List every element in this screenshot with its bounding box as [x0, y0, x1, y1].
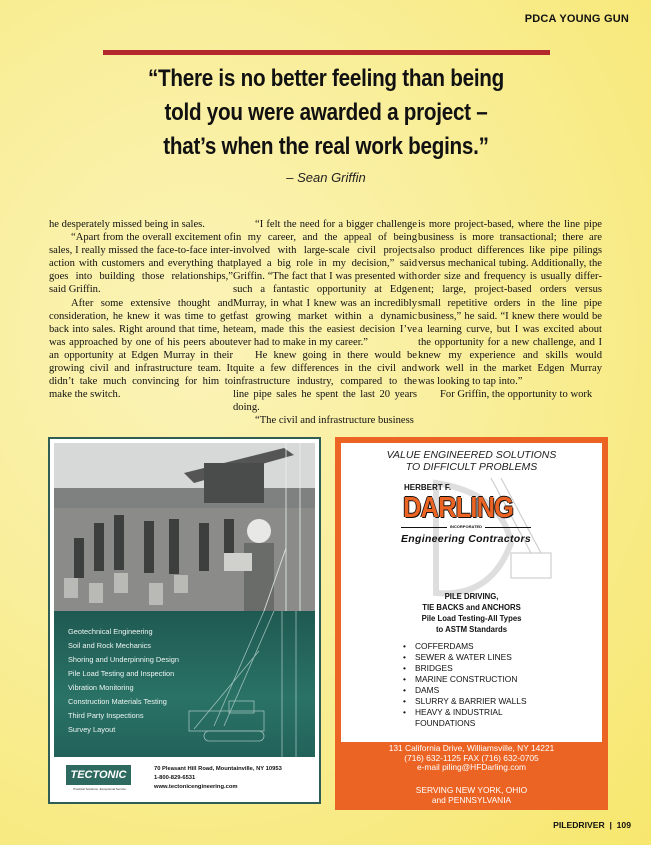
service-item: Shoring and Underpinning Design — [68, 655, 179, 664]
paragraph: “The civil and infrastructure business — [255, 415, 414, 427]
service-line: Pile Load Testing-All Types — [421, 613, 522, 623]
page-folio: PILEDRIVER | 109 — [553, 820, 631, 830]
service-item: Vibration Monitoring — [68, 683, 134, 692]
inc-label: INCORPORATED — [447, 524, 485, 529]
service-line: to ASTM Standards — [435, 624, 508, 634]
paragraph: After some extensive thought and consideration, he knew it was time to get back into sales. Right around that time, he was approached by one of his peers about an opportunity at Edgen Murray in their growing civil and infrastructure team. It didn’t take much convincing for him to make the switch. — [49, 297, 233, 401]
capability-item: • SLURRY & BARRIER WALLS — [403, 696, 535, 707]
serving-line: and PENNSYLVANIA — [431, 795, 512, 805]
paragraph: He knew going in there would be quite a few differences in the civil and infrastructure industry, compared to the line pipe sales he spent the last 20 years doing. — [233, 349, 417, 414]
tectonic-address: 70 Pleasant Hill Road, Mountainville, NY 10953 — [154, 766, 282, 772]
darling-email[interactable]: e-mail piling@HFDarling.com — [416, 762, 527, 773]
tectonic-phone: 1-800-829-6531 — [154, 775, 196, 781]
capability-item: • COFFERDAMS — [403, 641, 535, 652]
service-item: Construction Materials Testing — [68, 697, 167, 706]
construction-site-photo — [54, 443, 315, 611]
darling-capabilities-list — [403, 641, 535, 729]
pull-quote-attribution: – Sean Griffin — [286, 170, 366, 185]
capability-item: • DAMS — [403, 685, 535, 696]
darling-logo-name: DARLING — [403, 492, 514, 524]
capability-item: • HEAVY & INDUSTRIAL FOUNDATIONS — [403, 707, 535, 729]
tectonic-contact — [154, 765, 282, 792]
tectonic-website[interactable]: www.tectonicengineering.com — [154, 784, 238, 790]
darling-address: 131 California Drive, Williamsville, NY 14221 — [388, 743, 555, 753]
headline-line: VALUE ENGINEERED SOLUTIONS — [386, 449, 557, 461]
pull-quote-rule — [103, 50, 550, 55]
tectonic-logo: TECTONIC — [66, 765, 131, 785]
darling-logo-sub: Engineering Contractors — [401, 533, 531, 545]
darling-phone-fax: (716) 632-1125 FAX (716) 632-0705 — [404, 752, 539, 763]
service-item: Soil and Rock Mechanics — [68, 641, 151, 650]
capability-item: • SEWER & WATER LINES — [403, 652, 535, 663]
service-item: Pile Load Testing and Inspection — [68, 669, 175, 678]
pull-quote-line: told you were awarded a project – — [164, 99, 488, 126]
darling-logo — [401, 483, 551, 578]
article-column-1 — [49, 218, 233, 401]
services-list — [68, 625, 179, 737]
darling-serving — [335, 785, 608, 805]
tectonic-ad[interactable] — [48, 437, 321, 804]
service-item: Third Party Inspections — [68, 711, 144, 720]
tectonic-footer — [54, 757, 315, 800]
paragraph: he desperately missed being in sales. — [49, 219, 205, 230]
paragraph: For Griffin, the opportunity to work — [440, 389, 593, 401]
service-item: Survey Layout — [68, 725, 116, 734]
headline-line: TO DIFFICULT PROBLEMS — [405, 461, 538, 473]
darling-ad[interactable] — [335, 437, 608, 810]
services-panel — [54, 611, 315, 757]
paragraph: is more project-based, where the line pipe business is more transactional; there are also product differences like pipe pilings versus mechanical tubing. Additionally, the order size and frequency is usually different; large, project-based orders versus small repetitive orders in the line pipe business,” he said. “I knew there would be a learning curve, but I was excited about the opportunity for a new challenge, and I knew my experience and skills would work well in the market Edgen Murray was looking to tap into.” — [418, 219, 602, 388]
tectonic-tagline: Practical Solutions. Exceptional Service. — [73, 787, 127, 791]
pull-quote-line: “There is no better feeling than being — [147, 65, 505, 92]
darling-ad-inner — [341, 443, 602, 742]
capability-item: • BRIDGES — [403, 663, 535, 674]
article-column-2 — [233, 218, 417, 428]
darling-logo-inc — [401, 524, 531, 529]
construction-photo-illustration — [54, 443, 315, 611]
service-item: Geotechnical Engineering — [68, 627, 153, 636]
paragraph: “I felt the need for a bigger challenge in my career, and the appeal of being involved with large-scale civil projects played a big role in my decision,” said Griffin. “The fact that I was presented with such a fantastic opportunity at Edgen Murray, in what I knew was an incredibly fast growing market within a dynamic team, made this the easiest decision I’ve ever had to make in my career.” — [233, 219, 417, 348]
section-tag: PDCA YOUNG GUN — [524, 13, 629, 25]
pull-quote-line: that’s when the real work begins.” — [163, 133, 489, 160]
service-line: TIE BACKS and ANCHORS — [422, 602, 521, 612]
paragraph: “Apart from the overall excitement of sales, I really missed the face-to-face interaction with customers and everything that goes into building those relationships,” said Griffin. — [49, 232, 233, 296]
darling-services — [354, 591, 589, 635]
darling-headline — [341, 449, 602, 473]
pull-quote — [132, 62, 521, 164]
darling-logo-prefix: HERBERT F. — [404, 483, 452, 492]
serving-line: SERVING NEW YORK, OHIO — [415, 785, 528, 795]
service-line: PILE DRIVING, — [444, 591, 499, 601]
darling-contact — [335, 744, 608, 773]
capability-item: • MARINE CONSTRUCTION — [403, 674, 535, 685]
article-column-3 — [418, 218, 602, 401]
